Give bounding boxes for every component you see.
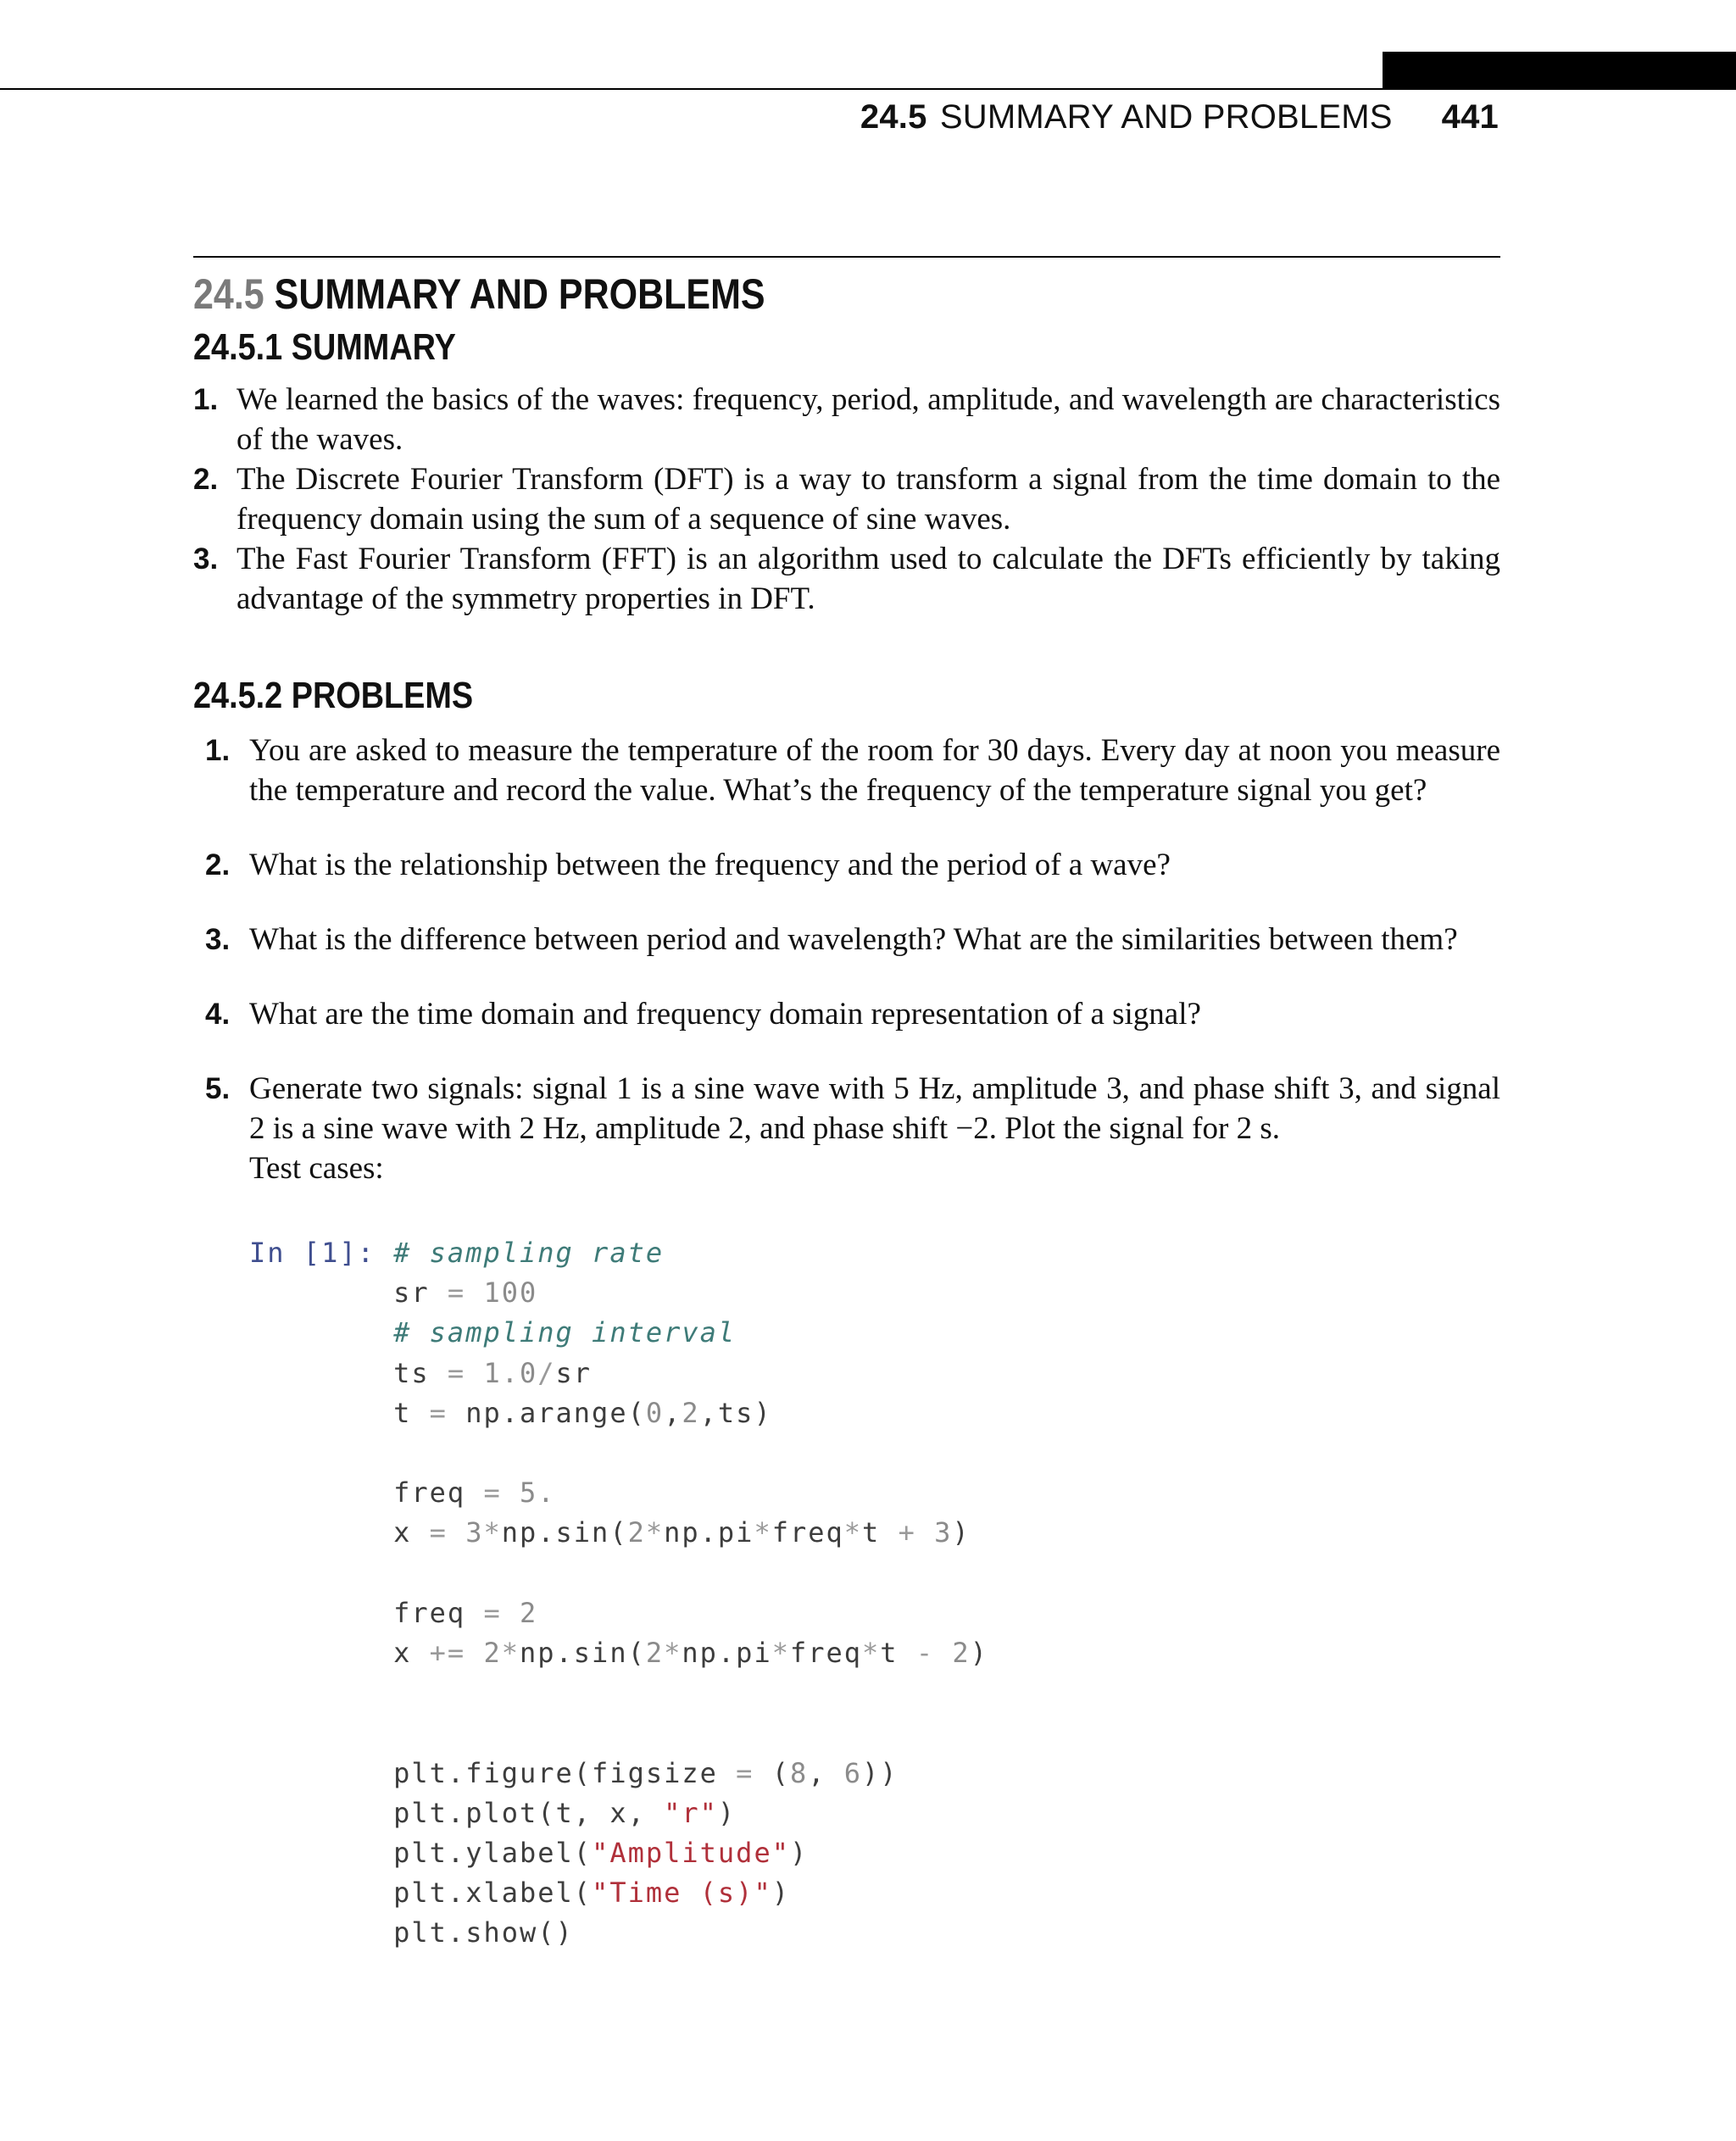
item-number: 2. bbox=[193, 463, 219, 496]
problem-number: 2. bbox=[205, 848, 231, 881]
problem-item bbox=[193, 920, 1500, 959]
running-head-section-number: 24.5 bbox=[860, 98, 927, 136]
item-number: 3. bbox=[193, 542, 219, 576]
item-text: We learned the basics of the waves: frequency, period, amplitude, and wavelength are characteristics of the waves. bbox=[236, 382, 1500, 457]
list-item bbox=[193, 459, 1500, 539]
code-line: # sampling interval bbox=[393, 1316, 737, 1349]
running-head-title: SUMMARY AND PROBLEMS bbox=[939, 98, 1393, 136]
section-title bbox=[193, 267, 765, 321]
summary-heading: 24.5.1 SUMMARY bbox=[193, 326, 456, 368]
code-line: freq = 5. bbox=[249, 1476, 556, 1510]
item-text: The Fast Fourier Transform (FFT) is an algorithm used to calculate the DFTs efficiently by taking advantage of the symmetry properties in DFT. bbox=[236, 542, 1500, 616]
code-line: ts = 1.0/sr bbox=[249, 1356, 593, 1389]
item-text: The Discrete Fourier Transform (DFT) is a way to transform a signal from the time domain to the frequency domain using the sum of a sequence of sine waves. bbox=[236, 462, 1500, 537]
problem-text: Generate two signals: signal 1 is a sine wave with 5 Hz, amplitude 3, and phase shift 3, and signal 2 is a sine wave with 2 Hz, amplitude 2, and phase shift −2. Plot the signal for 2 s. bbox=[249, 1071, 1500, 1146]
problem-item bbox=[193, 845, 1500, 885]
code-line: sr = 100 bbox=[249, 1276, 538, 1310]
code-line: In [1]: # sampling rate bbox=[249, 1237, 665, 1269]
problem-number: 3. bbox=[205, 923, 231, 956]
code-line: plt.show() bbox=[249, 1916, 574, 1949]
problem-item bbox=[193, 731, 1500, 810]
problem-text: You are asked to measure the temperature of the room for 30 days. Every day at noon you measure the temperature and record the value. What’s the frequency of the temperature signal you get? bbox=[249, 733, 1500, 808]
code-line: plt.xlabel("Time (s)") bbox=[249, 1877, 790, 1910]
code-line: plt.ylabel("Amplitude") bbox=[249, 1837, 809, 1870]
code-line: ​ bbox=[249, 1716, 394, 1749]
code-line: ​ bbox=[249, 1437, 394, 1470]
item-number: 1. bbox=[193, 383, 219, 416]
problem-text: What are the time domain and frequency domain representation of a signal? bbox=[249, 997, 1201, 1032]
code-prompt: In [1]: bbox=[249, 1237, 376, 1269]
section-title-text: SUMMARY AND PROBLEMS bbox=[274, 270, 765, 318]
problem-number: 5. bbox=[205, 1072, 231, 1105]
problem-item bbox=[193, 1069, 1500, 1188]
problem-item bbox=[193, 994, 1500, 1034]
code-line: t = np.arange(0,2,ts) bbox=[249, 1396, 772, 1429]
test-cases-label: Test cases: bbox=[249, 1151, 384, 1186]
problems-list bbox=[193, 731, 1500, 1223]
problem-text: What is the difference between period and wavelength? What are the similarities between them? bbox=[249, 922, 1458, 957]
code-cell bbox=[249, 1233, 988, 1954]
problem-number: 1. bbox=[205, 734, 231, 767]
code-line: x += 2*np.sin(2*np.pi*freq*t - 2) bbox=[249, 1637, 988, 1670]
code-line: ​ bbox=[249, 1677, 394, 1710]
section-rule bbox=[193, 256, 1500, 258]
header-rule bbox=[0, 88, 1736, 90]
summary-list bbox=[193, 380, 1500, 619]
problems-heading: 24.5.2 PROBLEMS bbox=[193, 675, 474, 716]
running-head bbox=[860, 93, 1499, 141]
code-line: ​ bbox=[249, 1556, 394, 1589]
code-line: plt.plot(t, x, "r") bbox=[249, 1796, 737, 1829]
code-line: plt.figure(figsize = (8, 6)) bbox=[249, 1756, 899, 1789]
section-number: 24.5 bbox=[193, 270, 264, 318]
code-line: x = 3*np.sin(2*np.pi*freq*t + 3) bbox=[249, 1516, 971, 1549]
list-item bbox=[193, 380, 1500, 459]
header-black-tab bbox=[1383, 52, 1736, 89]
page-number: 441 bbox=[1441, 98, 1499, 136]
list-item bbox=[193, 539, 1500, 619]
problem-text: What is the relationship between the frequency and the period of a wave? bbox=[249, 848, 1171, 882]
problem-number: 4. bbox=[205, 998, 231, 1031]
code-line: freq = 2 bbox=[249, 1596, 538, 1629]
